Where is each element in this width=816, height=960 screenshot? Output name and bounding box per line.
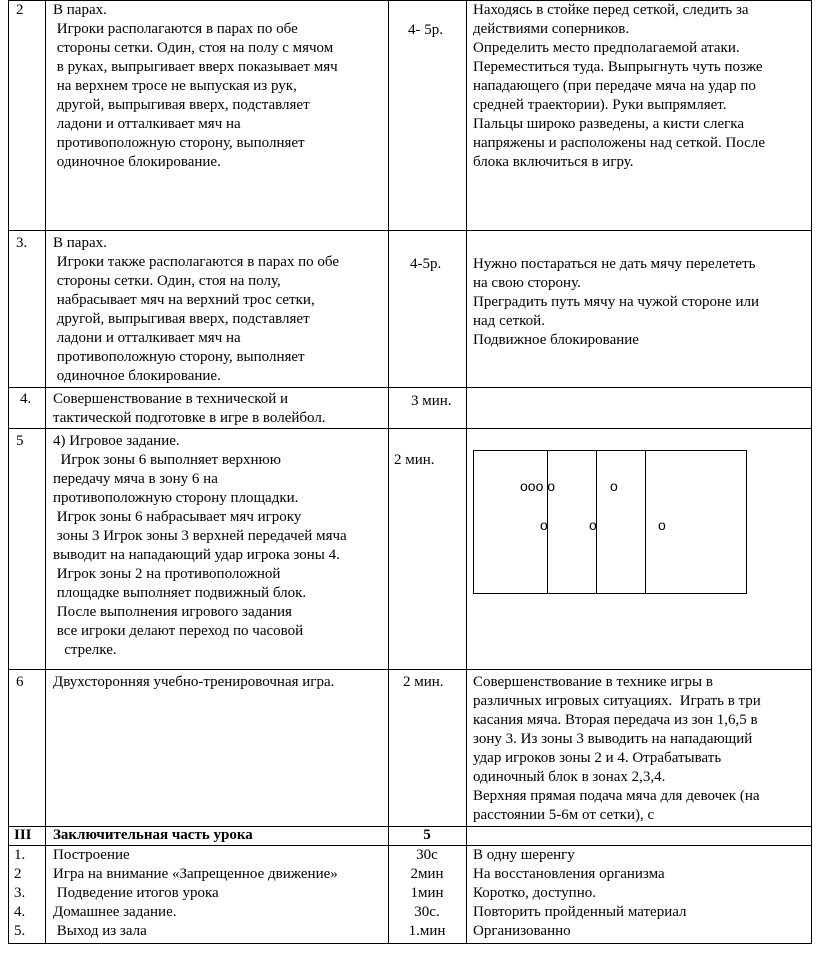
activity-text-line: В парах. xyxy=(53,2,107,18)
guideline-text-line: различных игровых ситуациях. Играть в три xyxy=(473,693,761,709)
activity-text-line: все игроки делают переход по часовой xyxy=(53,623,304,639)
activity-text-line: 4) Игровое задание. xyxy=(53,433,180,449)
activity-text-line: зоны 3 Игрок зоны 3 верхней передачей мяча xyxy=(53,528,347,544)
player-marker: o xyxy=(658,517,666,533)
activity-text-line: противоположную сторону, выполняет xyxy=(53,349,305,365)
activity-text-line: ладони и отталкивает мяч на xyxy=(53,330,241,346)
activity-text-line: Игрок зоны 6 набрасывает мяч игроку xyxy=(53,509,302,525)
table-rule-vertical xyxy=(8,0,9,943)
activity-text-line: Игрок зоны 2 на противоположной xyxy=(53,566,281,582)
guideline-text-line: Переместиться туда. Выпрыгнуть чуть позже xyxy=(473,59,763,75)
guideline-text-line: зону 3. Из зоны 3 выводить на нападающий xyxy=(473,731,753,747)
guideline-text-line: средней траектории). Руки выпрямляет. xyxy=(473,97,727,113)
activity-text-line: одиночное блокирование. xyxy=(53,368,221,384)
table-rule-horizontal xyxy=(8,943,812,944)
dosage: 2 мин. xyxy=(403,674,444,690)
court-zone-line xyxy=(645,451,646,593)
activity-text-line: другой, выпрыгивая вверх, подставляет xyxy=(53,97,310,113)
activity-text-line: передачу мяча в зону 6 на xyxy=(53,471,218,487)
table-rule-horizontal xyxy=(8,387,812,388)
activity-text-line: Игроки располагаются в парах по обе xyxy=(53,21,298,37)
guideline-text-line: Находясь в стойке перед сеткой, следить за xyxy=(473,2,749,18)
player-marker: o xyxy=(589,517,597,533)
guideline-text-line: Подвижное блокирование xyxy=(473,332,639,348)
final-dosage: 2мин xyxy=(410,866,444,882)
dosage: 3 мин. xyxy=(411,393,452,409)
activity-text-line: Двухсторонняя учебно-тренировочная игра. xyxy=(53,674,335,690)
activity-text-line: Совершенствование в технической и xyxy=(53,391,289,407)
final-guideline: Коротко, доступно. xyxy=(473,885,596,901)
player-marker: o xyxy=(540,517,548,533)
guideline-text-line: Совершенствование в технике игры в xyxy=(473,674,713,690)
guideline-text-line: Преградить путь мячу на чужой стороне или xyxy=(473,294,760,310)
final-dosage: 1.мин xyxy=(408,923,446,939)
activity-text-line: выводит на нападающий удар игрока зоны 4. xyxy=(53,547,340,563)
row-number: 3. xyxy=(16,235,28,251)
activity-text-line: противоположную сторону площадки. xyxy=(53,490,299,506)
guideline-text-line: нападающего (при передаче мяча на удар по xyxy=(473,78,756,94)
activity-text-line: Игроки также располагаются в парах по обе xyxy=(53,254,340,270)
section-number: III xyxy=(14,827,32,843)
activity-text-line: тактической подготовке в игре в волейбол. xyxy=(53,410,326,426)
guideline-text-line: Пальцы широко разведены, а кисти слегка xyxy=(473,116,744,132)
final-row-number: 4. xyxy=(14,904,26,920)
final-guideline: Повторить пройденный материал xyxy=(473,904,687,920)
activity-text-line: другой, выпрыгивая вверх, подставляет xyxy=(53,311,310,327)
guideline-text-line: Верхняя прямая подача мяча для девочек (на xyxy=(473,788,760,804)
activity-text-line: стороны сетки. Один, стоя на полу с мячом xyxy=(53,40,334,56)
activity-text-line: После выполнения игрового задания xyxy=(53,604,292,620)
guideline-text-line: на свою сторону. xyxy=(473,275,581,291)
dosage: 2 мин. xyxy=(394,452,435,468)
dosage: 4-5р. xyxy=(410,256,442,272)
player-marker: o xyxy=(610,478,618,494)
guideline-text-line: над сеткой. xyxy=(473,313,545,329)
guideline-text-line: Нужно постараться не дать мячу перелететь xyxy=(473,256,756,272)
guideline-text-line: блока включиться в игру. xyxy=(473,154,634,170)
activity-text-line: противоположную сторону, выполняет xyxy=(53,135,305,151)
final-activity: Построение xyxy=(53,847,130,863)
final-dosage: 30с. xyxy=(414,904,440,920)
final-row-number: 1. xyxy=(14,847,26,863)
activity-text-line: ладони и отталкивает мяч на xyxy=(53,116,241,132)
final-guideline: Организованно xyxy=(473,923,571,939)
final-activity: Домашнее задание. xyxy=(53,904,177,920)
activity-text-line: в руках, выпрыгивает вверх показывает мяч xyxy=(53,59,338,75)
row-number: 6 xyxy=(16,674,24,690)
table-rule-vertical xyxy=(811,0,812,943)
section-title: Заключительная часть урока xyxy=(53,827,253,843)
guideline-text-line: напряжены и расположены над сеткой. После xyxy=(473,135,765,151)
section-duration: 5 xyxy=(423,827,431,843)
table-rule-horizontal xyxy=(8,669,812,670)
guideline-text-line: расстоянии 5-6м от сетки), с xyxy=(473,807,655,823)
player-markers: ooo o xyxy=(520,478,556,494)
final-activity: Выход из зала xyxy=(53,923,147,939)
final-row-number: 3. xyxy=(14,885,26,901)
table-rule-vertical xyxy=(466,0,467,943)
guideline-text-line: Определить место предполагаемой атаки. xyxy=(473,40,740,56)
final-activity: Подведение итогов урока xyxy=(53,885,219,901)
guideline-text-line: действиями соперников. xyxy=(473,21,630,37)
row-number: 5 xyxy=(16,433,24,449)
final-row-number: 5. xyxy=(14,923,26,939)
activity-text-line: стрелке. xyxy=(53,642,117,658)
final-dosage: 30с xyxy=(416,847,438,863)
table-rule-vertical xyxy=(45,0,46,943)
activity-text-line: площадке выполняет подвижный блок. xyxy=(53,585,307,601)
guideline-text-line: одиночный блок в зонах 2,3,4. xyxy=(473,769,666,785)
final-guideline: В одну шеренгу xyxy=(473,847,575,863)
activity-text-line: набрасывает мяч на верхний трос сетки, xyxy=(53,292,315,308)
activity-text-line: В парах. xyxy=(53,235,107,251)
final-activity: Игра на внимание «Запрещенное движение» xyxy=(53,866,338,882)
final-dosage: 1мин xyxy=(410,885,444,901)
guideline-text-line: удар игроков зоны 2 и 4. Отрабатывать xyxy=(473,750,722,766)
table-rule-horizontal xyxy=(8,428,812,429)
activity-text-line: Игрок зоны 6 выполняет верхнюю xyxy=(53,452,281,468)
dosage: 4- 5р. xyxy=(408,22,443,38)
activity-text-line: стороны сетки. Один, стоя на полу, xyxy=(53,273,281,289)
table-rule-vertical xyxy=(388,0,389,943)
row-number: 2 xyxy=(16,2,24,18)
activity-text-line: одиночное блокирование. xyxy=(53,154,221,170)
row-number: 4. xyxy=(20,391,32,407)
table-rule-horizontal xyxy=(8,230,812,231)
volleyball-court-diagram xyxy=(473,450,747,594)
guideline-text-line: касания мяча. Вторая передача из зон 1,6,5 в xyxy=(473,712,758,728)
final-guideline: На восстановления организма xyxy=(473,866,665,882)
activity-text-line: на верхнем тросе не выпуская из рук, xyxy=(53,78,297,94)
final-row-number: 2 xyxy=(14,866,22,882)
